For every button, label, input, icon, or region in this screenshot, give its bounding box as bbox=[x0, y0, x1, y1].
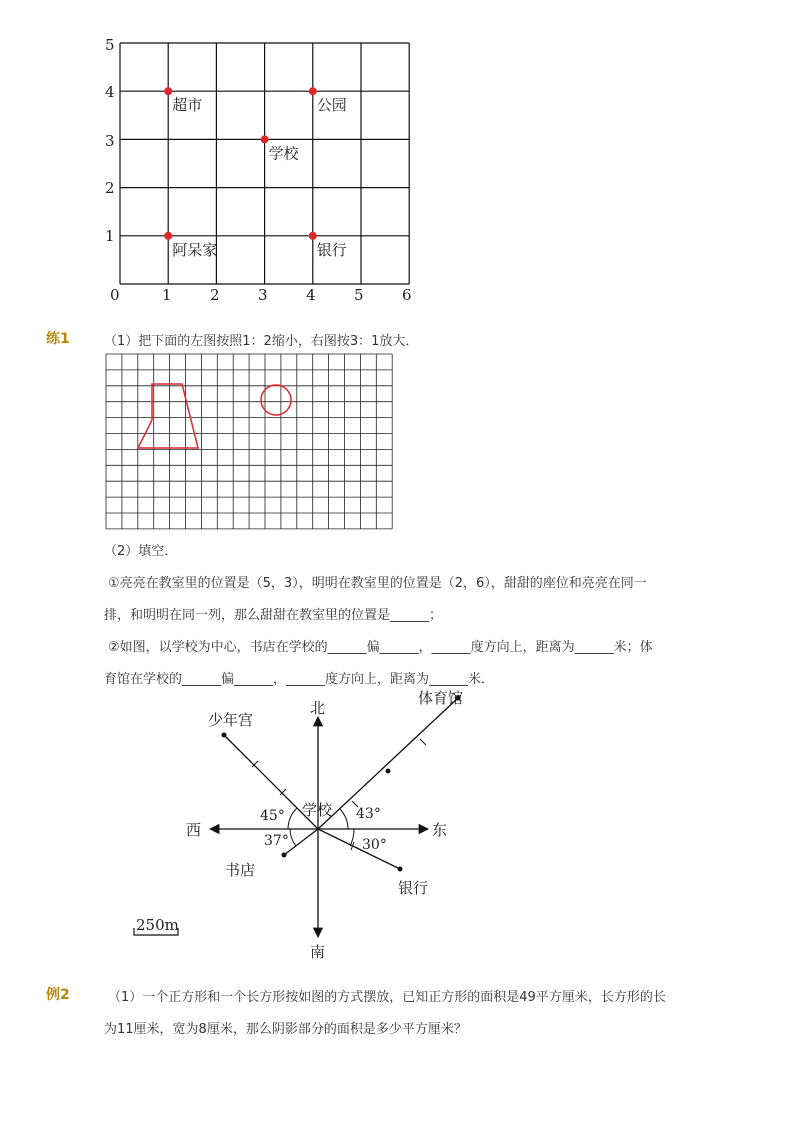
y-tick-4: 4 bbox=[105, 83, 115, 101]
coordinate-grid-map bbox=[0, 0, 800, 320]
grid-point-dot bbox=[309, 232, 317, 240]
y-tick-2: 2 bbox=[105, 179, 115, 197]
practice1-q2-line4: 育馆在学校的______偏______，______度方向上，距离为______米． bbox=[104, 672, 495, 687]
x-tick-6: 6 bbox=[402, 286, 412, 304]
practice1-q2-line1: ①亮亮在教室里的位置是（5，3），明明在教室里的位置是（2，6），甜甜的座位和亮亮在同一 bbox=[108, 576, 647, 591]
label-angle-37: 37° bbox=[264, 833, 289, 849]
grid-point-dot bbox=[309, 87, 317, 95]
compass-diagram bbox=[0, 685, 800, 965]
label-center: 学校 bbox=[302, 801, 333, 819]
label-south: 南 bbox=[310, 943, 326, 961]
y-tick-3: 3 bbox=[105, 132, 115, 150]
grid-lines bbox=[120, 43, 409, 284]
label-bookstore: 书店 bbox=[225, 861, 256, 879]
label-stadium: 体育馆 bbox=[418, 689, 464, 707]
grid-point-dot bbox=[164, 87, 172, 95]
x-tick-2: 2 bbox=[210, 286, 220, 304]
grid-point-label: 学校 bbox=[268, 144, 299, 163]
arc-43 bbox=[340, 809, 348, 829]
y-tick-5: 5 bbox=[105, 36, 115, 54]
circle-shape bbox=[261, 385, 291, 415]
grid-point-label: 阿呆家 bbox=[172, 240, 218, 259]
arc-45 bbox=[288, 808, 297, 829]
grid-point-label: 银行 bbox=[316, 240, 347, 259]
x-tick-4: 4 bbox=[306, 286, 316, 304]
dot-youth-palace bbox=[222, 733, 227, 738]
scaling-grid bbox=[0, 340, 800, 540]
ray-bookstore bbox=[284, 829, 318, 855]
grid-point-dot bbox=[261, 135, 269, 143]
grid-tick-labels bbox=[105, 36, 412, 304]
label-angle-30: 30° bbox=[362, 837, 387, 853]
practice1-q2-line3: ②如图，以学校为中心，书店在学校的______偏______，______度方向上，距离为______米；体 bbox=[108, 640, 653, 655]
label-angle-43: 43° bbox=[356, 806, 381, 822]
x-tick-0: 0 bbox=[110, 286, 120, 304]
example2-line2: 为11厘米，宽为8厘米，那么阴影部分的面积是多少平方厘米？ bbox=[104, 1022, 467, 1037]
grid-point-dot bbox=[164, 232, 172, 240]
label-east: 东 bbox=[432, 821, 448, 839]
dot-bookstore bbox=[282, 853, 287, 858]
trapezoid-shape bbox=[138, 384, 198, 448]
x-tick-1: 1 bbox=[162, 286, 172, 304]
practice1-tag: 练1 bbox=[46, 331, 70, 347]
label-youth-palace: 少年宫 bbox=[208, 711, 254, 729]
label-west: 西 bbox=[186, 821, 202, 839]
label-angle-45: 45° bbox=[260, 808, 285, 824]
x-tick-3: 3 bbox=[258, 286, 268, 304]
label-scale: 250m bbox=[136, 916, 179, 934]
arc-37 bbox=[290, 829, 296, 846]
dot-stadium-mid bbox=[386, 769, 391, 774]
practice1-q2-line2: 排，和明明在同一列，那么甜甜在教室里的位置是______； bbox=[104, 608, 443, 623]
example2-tag: 例2 bbox=[46, 987, 70, 1003]
example2-line1: （1）一个正方形和一个长方形按如图的方式摆放，已知正方形的面积是49平方厘米，长方形的长 bbox=[108, 990, 666, 1005]
label-north: 北 bbox=[310, 699, 326, 717]
practice1-q2-title: （2）填空． bbox=[104, 544, 178, 559]
square-grid-lines bbox=[106, 354, 392, 529]
x-tick-5: 5 bbox=[354, 286, 364, 304]
label-bank: 银行 bbox=[398, 879, 429, 897]
tick-stadium-2 bbox=[420, 739, 426, 745]
ray-stadium bbox=[318, 698, 458, 829]
dot-bank bbox=[398, 867, 403, 872]
grid-point-label: 公园 bbox=[316, 96, 347, 115]
grid-point-label: 超市 bbox=[172, 96, 203, 115]
grid-points bbox=[164, 87, 347, 259]
ray-bank bbox=[318, 829, 400, 869]
practice1-q1: （1）把下面的左图按照1：2缩小，右图按3：1放大． bbox=[104, 334, 419, 349]
y-tick-1: 1 bbox=[105, 227, 115, 245]
